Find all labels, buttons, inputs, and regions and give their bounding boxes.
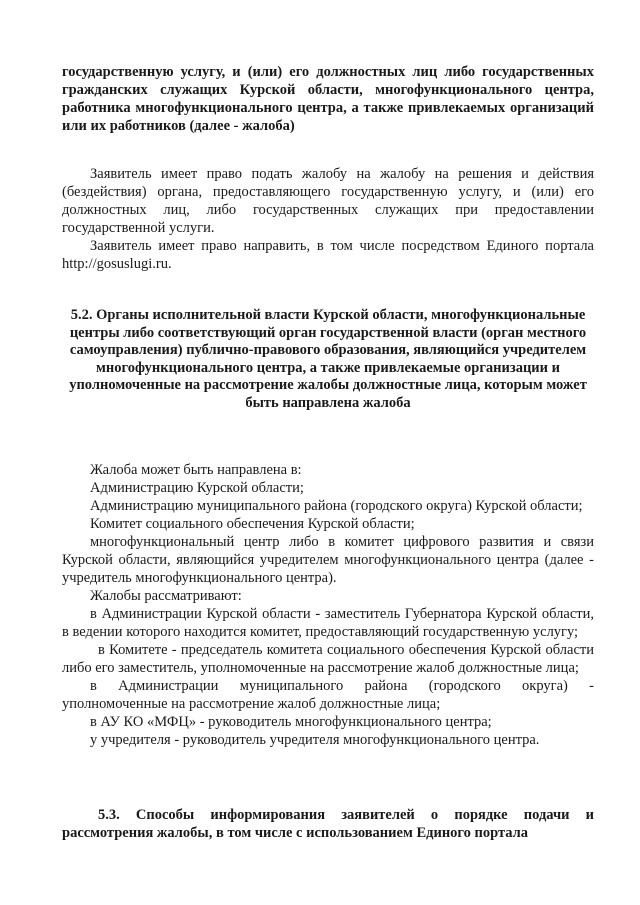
list-item: в Администрации Курской области - заместитель Губернатора Курской области, в ведении которого находится комитет, предоставляющий государственную услугу; — [62, 606, 594, 640]
list-item: многофункциональный центр либо в комитет цифрового развития и связи Курской области, являющийся учредителем многофункционального центра (далее - учредитель многофункционального центра). — [62, 534, 594, 586]
list-item: Администрацию муниципального района (городского округа) Курской области; — [90, 498, 583, 514]
list-item: в Комитете - председатель комитета социального обеспечения Курской области либо его заместитель, уполномоченные на рассмотрение жалоб должностные лица; — [62, 642, 594, 676]
complaint-definition-text: государственную услугу, и (или) его должностных лиц либо государственных гражданских служащих Курской области, многофункционального центра, работника многофункционального центра, а также привлекаемых организаций или их работников (далее - жалоба) — [62, 64, 594, 134]
section-5-2-heading: 5.2. Органы исполнительной власти Курской области, многофункциональные центры либо соответствующий орган государственной власти (орган местного самоуправления) публично-правового образования, являющийся учредителем многофункционального центра, а также привлекаемые организации и уполномоченные на рассмотрение жалобы должностные лица, которым может быть направлена жалоба — [69, 307, 587, 411]
list-item: Жалобы рассматривают: — [90, 588, 242, 604]
list-item: в АУ КО «МФЦ» - руководитель многофункционального центра; — [90, 714, 492, 730]
list-item: у учредителя - руководитель учредителя многофункционального центра. — [90, 732, 540, 748]
list-item: Комитет социального обеспечения Курской области; — [90, 516, 415, 532]
section-5-2-body — [62, 461, 594, 749]
list-item: в Администрации муниципального района (городского округа) - уполномоченные на рассмотрение жалоб должностные лица; — [62, 678, 594, 712]
list-item: Администрацию Курской области; — [90, 480, 304, 496]
section-5-3-heading: 5.3. Способы информирования заявителей о порядке подачи и рассмотрения жалобы, в том числе с использованием Единого портала — [62, 807, 594, 841]
applicant-right-paragraph: Заявитель имеет право подать жалобу на жалобу на решения и действия (бездействия) органа, предоставляющего государственную услугу, и (или) его должностных лиц, либо государственных служащих при предоставлении государственной услуги. — [62, 166, 594, 236]
applicant-portal-paragraph: Заявитель имеет право направить, в том числе посредством Единого портала http://gosuslugi.ru. — [62, 238, 594, 272]
list-item: Жалоба может быть направлена в: — [90, 462, 302, 478]
